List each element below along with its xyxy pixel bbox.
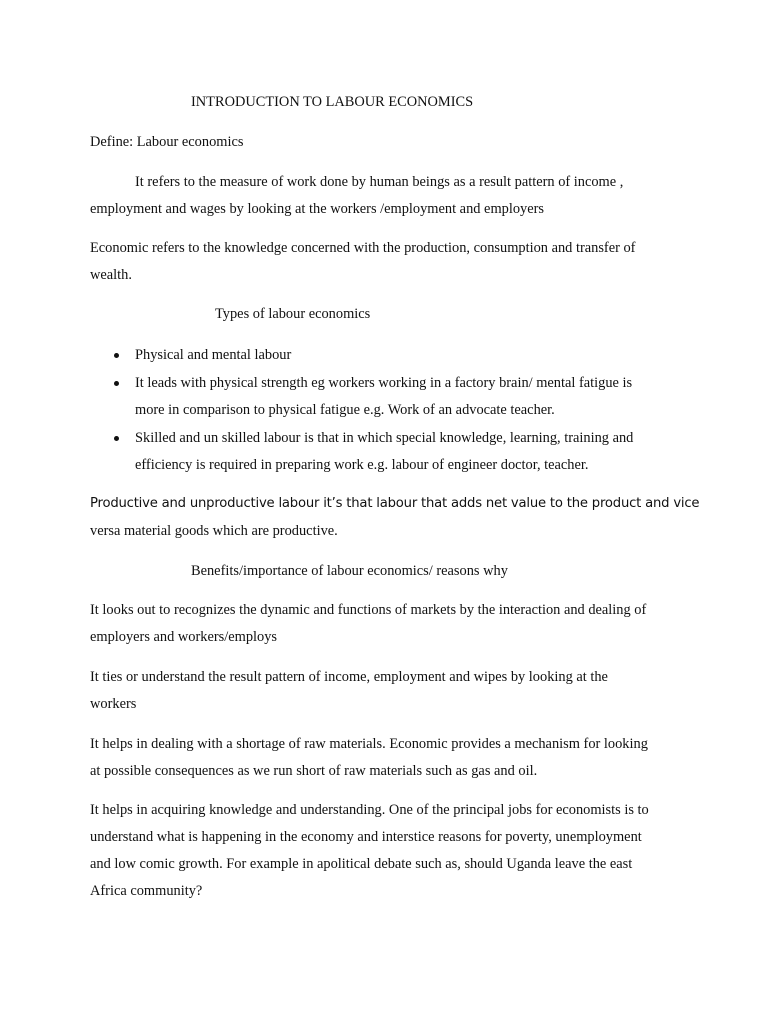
benefit-4-line-1: It helps in acquiring knowledge and understanding. One of the principal jobs for economists is to (90, 802, 649, 818)
economic-line-2: wealth. (90, 267, 132, 283)
benefit-2-line-1: It ties or understand the result pattern of income, employment and wipes by looking at the (90, 669, 608, 685)
types-heading: Types of labour economics (215, 306, 371, 322)
document-title: INTRODUCTION TO LABOUR ECONOMICS (191, 94, 474, 110)
benefit-4-line-3: and low comic growth. For example in apolitical debate such as, should Uganda leave the east (90, 856, 633, 872)
benefit-3-line-1: It helps in dealing with a shortage of raw materials. Economic provides a mechanism for looking (90, 736, 648, 752)
bullet-2-line-2: more in comparison to physical fatigue e.g. Work of an advocate teacher. (135, 402, 555, 418)
bullet-marker (114, 436, 119, 441)
bullet-marker (114, 353, 119, 358)
benefit-4-line-4: Africa community? (90, 883, 203, 899)
bullet-3-line-2: efficiency is required in preparing work e.g. labour of engineer doctor, teacher. (135, 457, 589, 473)
benefit-1-line-2: employers and workers/employs (90, 629, 278, 645)
benefit-3-line-2: at possible consequences as we run short of raw materials such as gas and oil. (90, 763, 538, 779)
benefit-4-line-2: understand what is happening in the economy and interstice reasons for poverty, unemployment (90, 829, 642, 845)
definition-line-2: employment and wages by looking at the workers /employment and employers (90, 201, 545, 217)
bullet-2-line-1: It leads with physical strength eg workers working in a factory brain/ mental fatigue is (135, 375, 633, 391)
definition-line-1: It refers to the measure of work done by human beings as a result pattern of income , (135, 174, 624, 190)
productive-line-2: versa material goods which are productive. (90, 523, 338, 539)
economic-line-1: Economic refers to the knowledge concerned with the production, consumption and transfer of (90, 240, 636, 256)
bullet-1-line-1: Physical and mental labour (135, 347, 292, 363)
productive-line-1: Productive and unproductive labour it’s that labour that adds net value to the product and vice (90, 496, 700, 511)
bullet-3-line-1: Skilled and un skilled labour is that in which special knowledge, learning, training and (135, 430, 634, 446)
benefit-1-line-1: It looks out to recognizes the dynamic and functions of markets by the interaction and dealing of (90, 602, 647, 618)
define-label: Define: Labour economics (90, 134, 244, 150)
benefits-heading: Benefits/importance of labour economics/ reasons why (191, 563, 508, 579)
benefit-2-line-2: workers (90, 696, 137, 712)
bullet-marker (114, 381, 119, 386)
